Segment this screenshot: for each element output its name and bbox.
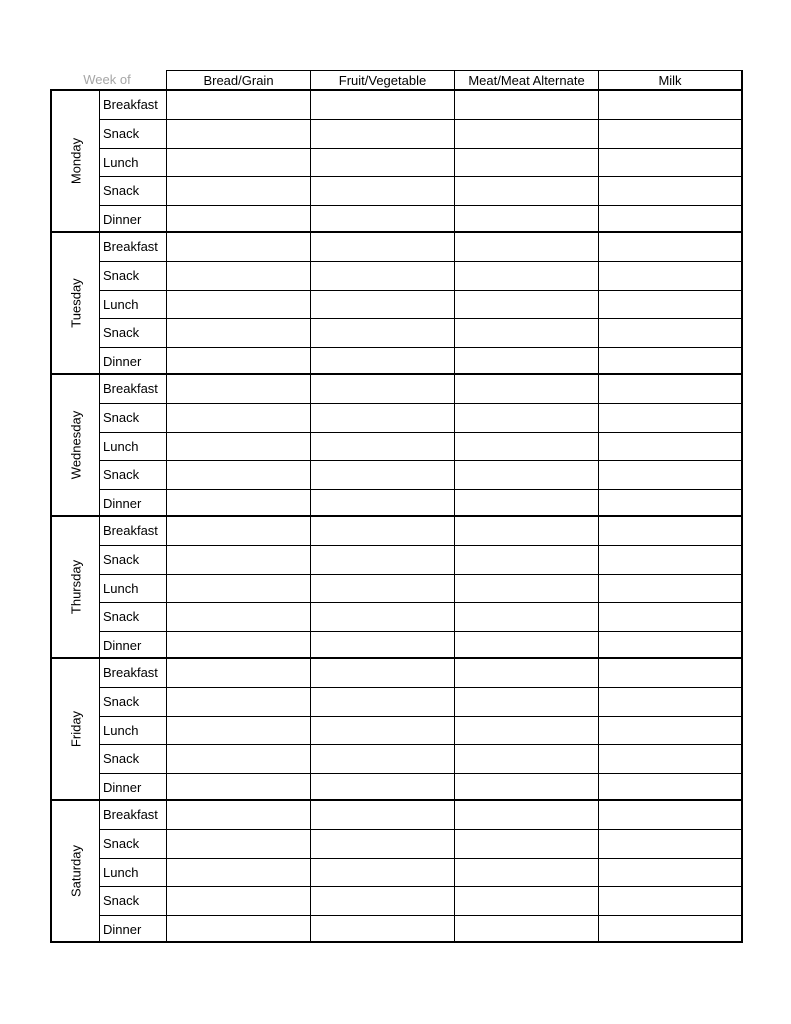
day-label: Monday: [68, 137, 83, 185]
meal-label: Snack: [100, 745, 167, 772]
meal-label: Lunch: [100, 717, 167, 744]
entry-cell-milk[interactable]: [599, 91, 741, 119]
entry-cell-milk[interactable]: [599, 233, 741, 261]
meal-row: [100, 773, 741, 801]
meal-label: Breakfast: [100, 659, 167, 687]
meal-row: [100, 460, 741, 488]
meal-label: Breakfast: [100, 233, 167, 261]
entry-cell-meat-alternate[interactable]: [455, 348, 599, 375]
entry-cell-bread-grain[interactable]: [167, 659, 311, 687]
entry-cell-milk[interactable]: [599, 546, 741, 573]
meal-row: [100, 829, 741, 857]
meal-label: Dinner: [100, 348, 167, 375]
entry-cell-milk[interactable]: [599, 348, 741, 375]
entry-cell-milk[interactable]: [599, 659, 741, 687]
meal-label: Snack: [100, 177, 167, 204]
day-block-monday: [50, 89, 743, 233]
entry-cell-bread-grain[interactable]: [167, 517, 311, 545]
entry-cell-fruit-vegetable[interactable]: [311, 433, 455, 460]
meal-row: [100, 915, 741, 943]
week-of-label: Week of: [83, 72, 131, 87]
meal-row: [100, 318, 741, 346]
meal-row: [100, 517, 741, 545]
entry-cell-fruit-vegetable[interactable]: [311, 830, 455, 857]
meal-label: Dinner: [100, 916, 167, 943]
entry-cell-bread-grain[interactable]: [167, 830, 311, 857]
entry-cell-meat-alternate[interactable]: [455, 206, 599, 233]
entry-cell-milk[interactable]: [599, 177, 741, 204]
meal-label: Breakfast: [100, 91, 167, 119]
entry-cell-bread-grain[interactable]: [167, 603, 311, 630]
entry-cell-milk[interactable]: [599, 517, 741, 545]
meal-row: [100, 375, 741, 403]
day-label-cell: [52, 517, 100, 657]
entry-cell-milk[interactable]: [599, 603, 741, 630]
entry-cell-milk[interactable]: [599, 830, 741, 857]
entry-cell-milk[interactable]: [599, 319, 741, 346]
meal-row: [100, 403, 741, 431]
meal-label: Snack: [100, 461, 167, 488]
entry-cell-fruit-vegetable[interactable]: [311, 233, 455, 261]
meal-label: Dinner: [100, 774, 167, 801]
entry-cell-milk[interactable]: [599, 717, 741, 744]
entry-cell-milk[interactable]: [599, 404, 741, 431]
entry-cell-fruit-vegetable[interactable]: [311, 375, 455, 403]
meal-label: Lunch: [100, 859, 167, 886]
meal-label: Snack: [100, 546, 167, 573]
entry-cell-meat-alternate[interactable]: [455, 149, 599, 176]
entry-cell-milk[interactable]: [599, 916, 741, 943]
entry-cell-milk[interactable]: [599, 375, 741, 403]
entry-cell-fruit-vegetable[interactable]: [311, 291, 455, 318]
entry-cell-milk[interactable]: [599, 801, 741, 829]
entry-cell-meat-alternate[interactable]: [455, 632, 599, 659]
day-block-thursday: [50, 515, 743, 659]
entry-cell-meat-alternate[interactable]: [455, 801, 599, 829]
meal-label: Dinner: [100, 206, 167, 233]
meal-row: [100, 489, 741, 517]
entry-cell-meat-alternate[interactable]: [455, 177, 599, 204]
entry-cell-fruit-vegetable[interactable]: [311, 745, 455, 772]
entry-cell-milk[interactable]: [599, 433, 741, 460]
entry-cell-milk[interactable]: [599, 120, 741, 147]
day-label: Saturday: [68, 844, 83, 898]
day-label-cell: [52, 233, 100, 373]
entry-cell-fruit-vegetable[interactable]: [311, 262, 455, 289]
entry-cell-bread-grain[interactable]: [167, 375, 311, 403]
meal-label: Snack: [100, 603, 167, 630]
entry-cell-fruit-vegetable[interactable]: [311, 632, 455, 659]
meal-row: [100, 801, 741, 829]
entry-cell-meat-alternate[interactable]: [455, 830, 599, 857]
meal-label: Lunch: [100, 149, 167, 176]
entry-cell-bread-grain[interactable]: [167, 887, 311, 914]
entry-cell-fruit-vegetable[interactable]: [311, 603, 455, 630]
day-block-tuesday: [50, 231, 743, 375]
day-label: Tuesday: [68, 278, 83, 328]
meal-label: Snack: [100, 688, 167, 715]
day-block-wednesday: [50, 373, 743, 517]
entry-cell-bread-grain[interactable]: [167, 120, 311, 147]
meal-label: Snack: [100, 319, 167, 346]
day-label-cell: [52, 91, 100, 231]
entry-cell-meat-alternate[interactable]: [455, 262, 599, 289]
entry-cell-fruit-vegetable[interactable]: [311, 801, 455, 829]
entry-cell-bread-grain[interactable]: [167, 319, 311, 346]
entry-cell-meat-alternate[interactable]: [455, 745, 599, 772]
entry-cell-bread-grain[interactable]: [167, 233, 311, 261]
meal-label: Dinner: [100, 632, 167, 659]
day-label: Thursday: [68, 559, 83, 615]
entry-cell-bread-grain[interactable]: [167, 404, 311, 431]
meal-row: [100, 91, 741, 119]
meal-label: Lunch: [100, 291, 167, 318]
entry-cell-meat-alternate[interactable]: [455, 774, 599, 801]
meal-label: Dinner: [100, 490, 167, 517]
entry-cell-fruit-vegetable[interactable]: [311, 887, 455, 914]
entry-cell-bread-grain[interactable]: [167, 149, 311, 176]
entry-cell-meat-alternate[interactable]: [455, 887, 599, 914]
entry-cell-milk[interactable]: [599, 887, 741, 914]
entry-cell-milk[interactable]: [599, 490, 741, 517]
entry-cell-bread-grain[interactable]: [167, 91, 311, 119]
entry-cell-fruit-vegetable[interactable]: [311, 688, 455, 715]
entry-cell-bread-grain[interactable]: [167, 546, 311, 573]
entry-cell-fruit-vegetable[interactable]: [311, 91, 455, 119]
entry-cell-meat-alternate[interactable]: [455, 375, 599, 403]
meal-row: [100, 432, 741, 460]
day-block-saturday: [50, 799, 743, 943]
entry-cell-meat-alternate[interactable]: [455, 546, 599, 573]
entry-cell-meat-alternate[interactable]: [455, 659, 599, 687]
entry-cell-fruit-vegetable[interactable]: [311, 546, 455, 573]
day-label-cell: [52, 375, 100, 515]
meal-row: [100, 148, 741, 176]
meal-row: [100, 858, 741, 886]
entry-cell-bread-grain[interactable]: [167, 859, 311, 886]
entry-cell-meat-alternate[interactable]: [455, 120, 599, 147]
entry-cell-fruit-vegetable[interactable]: [311, 575, 455, 602]
entry-cell-meat-alternate[interactable]: [455, 319, 599, 346]
entry-cell-milk[interactable]: [599, 774, 741, 801]
meal-row: [100, 290, 741, 318]
entry-cell-meat-alternate[interactable]: [455, 461, 599, 488]
meal-row: [100, 744, 741, 772]
day-label-cell: [52, 659, 100, 799]
entry-cell-fruit-vegetable[interactable]: [311, 717, 455, 744]
entry-cell-milk[interactable]: [599, 262, 741, 289]
meal-row: [100, 574, 741, 602]
meal-row: [100, 233, 741, 261]
meal-row: [100, 687, 741, 715]
entry-cell-milk[interactable]: [599, 632, 741, 659]
column-header-bread-grain: Bread/Grain: [166, 70, 310, 90]
entry-cell-fruit-vegetable[interactable]: [311, 659, 455, 687]
meal-label: Breakfast: [100, 517, 167, 545]
entry-cell-bread-grain[interactable]: [167, 916, 311, 943]
entry-cell-meat-alternate[interactable]: [455, 859, 599, 886]
meal-label: Lunch: [100, 575, 167, 602]
entry-cell-bread-grain[interactable]: [167, 461, 311, 488]
entry-cell-meat-alternate[interactable]: [455, 291, 599, 318]
entry-cell-fruit-vegetable[interactable]: [311, 319, 455, 346]
entry-cell-fruit-vegetable[interactable]: [311, 206, 455, 233]
entry-cell-fruit-vegetable[interactable]: [311, 461, 455, 488]
entry-cell-meat-alternate[interactable]: [455, 490, 599, 517]
entry-cell-bread-grain[interactable]: [167, 262, 311, 289]
meal-label: Snack: [100, 262, 167, 289]
entry-cell-bread-grain[interactable]: [167, 348, 311, 375]
entry-cell-meat-alternate[interactable]: [455, 688, 599, 715]
entry-cell-fruit-vegetable[interactable]: [311, 120, 455, 147]
entry-cell-bread-grain[interactable]: [167, 688, 311, 715]
entry-cell-fruit-vegetable[interactable]: [311, 517, 455, 545]
entry-cell-bread-grain[interactable]: [167, 774, 311, 801]
entry-cell-fruit-vegetable[interactable]: [311, 348, 455, 375]
meal-label: Snack: [100, 404, 167, 431]
entry-cell-meat-alternate[interactable]: [455, 404, 599, 431]
entry-cell-bread-grain[interactable]: [167, 745, 311, 772]
meal-label: Lunch: [100, 433, 167, 460]
meal-row: [100, 205, 741, 233]
entry-cell-bread-grain[interactable]: [167, 206, 311, 233]
column-header-milk: Milk: [598, 70, 743, 90]
entry-cell-fruit-vegetable[interactable]: [311, 404, 455, 431]
entry-cell-milk[interactable]: [599, 575, 741, 602]
column-header-fruit-vegetable: Fruit/Vegetable: [310, 70, 454, 90]
entry-cell-milk[interactable]: [599, 688, 741, 715]
meal-row: [100, 716, 741, 744]
meal-row: [100, 631, 741, 659]
column-header-meat-alternate: Meat/Meat Alternate: [454, 70, 598, 90]
entry-cell-bread-grain[interactable]: [167, 490, 311, 517]
entry-cell-meat-alternate[interactable]: [455, 433, 599, 460]
entry-cell-fruit-vegetable[interactable]: [311, 149, 455, 176]
meal-row: [100, 659, 741, 687]
entry-cell-meat-alternate[interactable]: [455, 916, 599, 943]
entry-cell-bread-grain[interactable]: [167, 717, 311, 744]
entry-cell-bread-grain[interactable]: [167, 433, 311, 460]
meal-label: Breakfast: [100, 375, 167, 403]
meal-label: Snack: [100, 830, 167, 857]
entry-cell-fruit-vegetable[interactable]: [311, 490, 455, 517]
entry-cell-milk[interactable]: [599, 206, 741, 233]
entry-cell-fruit-vegetable[interactable]: [311, 916, 455, 943]
day-block-friday: [50, 657, 743, 801]
entry-cell-milk[interactable]: [599, 461, 741, 488]
entry-cell-milk[interactable]: [599, 291, 741, 318]
entry-cell-bread-grain[interactable]: [167, 291, 311, 318]
entry-cell-milk[interactable]: [599, 859, 741, 886]
entry-cell-meat-alternate[interactable]: [455, 91, 599, 119]
entry-cell-meat-alternate[interactable]: [455, 233, 599, 261]
meal-row: [100, 545, 741, 573]
meal-row: [100, 886, 741, 914]
day-label: Wednesday: [68, 410, 83, 480]
entry-cell-bread-grain[interactable]: [167, 632, 311, 659]
entry-cell-fruit-vegetable[interactable]: [311, 177, 455, 204]
meal-row: [100, 261, 741, 289]
entry-cell-milk[interactable]: [599, 745, 741, 772]
entry-cell-fruit-vegetable[interactable]: [311, 774, 455, 801]
entry-cell-bread-grain[interactable]: [167, 177, 311, 204]
entry-cell-meat-alternate[interactable]: [455, 603, 599, 630]
day-label-cell: [52, 801, 100, 941]
meal-label: Breakfast: [100, 801, 167, 829]
entry-cell-bread-grain[interactable]: [167, 801, 311, 829]
day-label: Friday: [68, 710, 83, 748]
meal-row: [100, 347, 741, 375]
entry-cell-meat-alternate[interactable]: [455, 517, 599, 545]
entry-cell-meat-alternate[interactable]: [455, 717, 599, 744]
meal-label: Snack: [100, 120, 167, 147]
entry-cell-bread-grain[interactable]: [167, 575, 311, 602]
meal-row: [100, 119, 741, 147]
entry-cell-milk[interactable]: [599, 149, 741, 176]
entry-cell-fruit-vegetable[interactable]: [311, 859, 455, 886]
meal-label: Snack: [100, 887, 167, 914]
entry-cell-meat-alternate[interactable]: [455, 575, 599, 602]
meal-row: [100, 602, 741, 630]
meal-row: [100, 176, 741, 204]
